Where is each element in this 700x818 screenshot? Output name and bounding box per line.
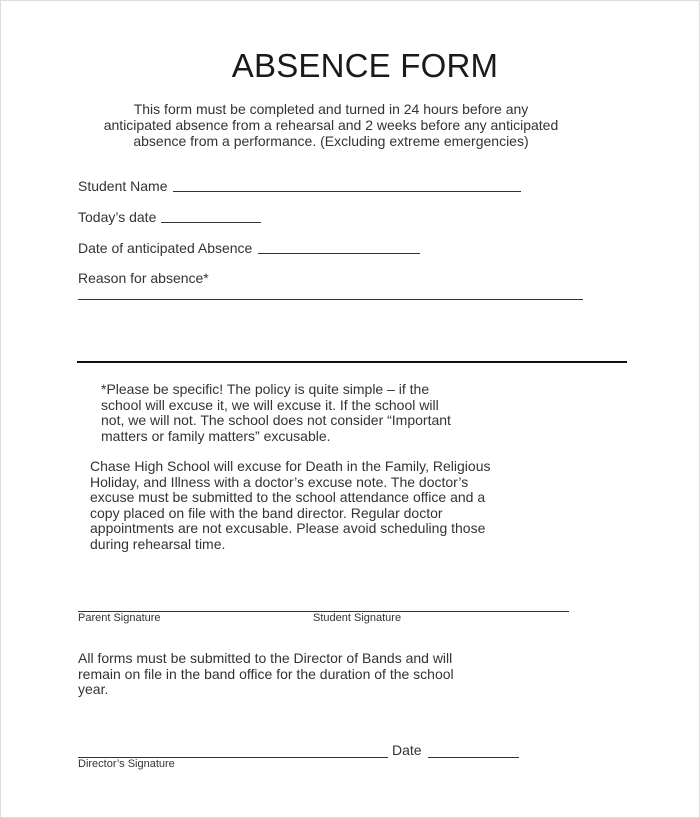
intro-line: This form must be completed and turned in 24 hours before any — [133, 101, 529, 117]
todays-date-label: Today’s date — [78, 209, 157, 225]
excuse-line: copy placed on file with the band director. Regular doctor — [90, 504, 443, 521]
reason-label: Reason for absence* — [78, 270, 209, 286]
policy-line: not, we will not. The school does not consider “Important — [101, 412, 451, 429]
director-signature-label: Director’s Signature — [78, 758, 175, 770]
anticipated-date-label: Date of anticipated Absence — [78, 240, 253, 256]
excuse-line: during rehearsal time. — [90, 535, 226, 552]
student-signature-label: Student Signature — [313, 612, 402, 624]
policy-paragraph — [101, 382, 451, 444]
submission-line: year. — [78, 681, 109, 698]
excuse-line: Chase High School will excuse for Death in the Family, Religious — [90, 458, 491, 474]
todays-date-line[interactable] — [161, 222, 261, 223]
student-name-label: Student Name — [78, 178, 168, 194]
excuse-line: excuse must be submitted to the school attendance office and a — [90, 489, 486, 506]
submission-line: All forms must be submitted to the Director of Bands and will — [78, 650, 453, 666]
student-name-line[interactable] — [173, 191, 521, 192]
reason-line-2[interactable] — [77, 361, 627, 363]
anticipated-date-line[interactable] — [258, 253, 420, 254]
form-intro — [41, 101, 621, 149]
form-title: ABSENCE FORM — [231, 47, 499, 84]
policy-line: matters or family matters” excusable. — [101, 427, 331, 444]
parent-signature-label: Parent Signature — [78, 612, 161, 624]
submission-line: remain on file in the band office for the duration of the school — [78, 665, 454, 682]
submission-paragraph — [78, 651, 454, 698]
intro-line: absence from a performance. (Excluding extreme emergencies) — [133, 133, 529, 149]
intro-line: anticipated absence from a rehearsal and 2 weeks before any anticipated — [103, 117, 559, 133]
excuse-paragraph — [90, 459, 490, 553]
policy-line: *Please be specific! The policy is quite simple – if the — [101, 381, 430, 397]
reason-line-1[interactable] — [78, 299, 583, 300]
date-line[interactable] — [428, 757, 519, 758]
date-label: Date — [392, 742, 422, 758]
excuse-line: appointments are not excusable. Please avoid scheduling those — [90, 520, 486, 537]
policy-line: school will excuse it, we will excuse it. If the school will — [101, 396, 439, 413]
excuse-line: Holiday, and Illness with a doctor’s excuse note. The doctor’s — [90, 473, 469, 490]
